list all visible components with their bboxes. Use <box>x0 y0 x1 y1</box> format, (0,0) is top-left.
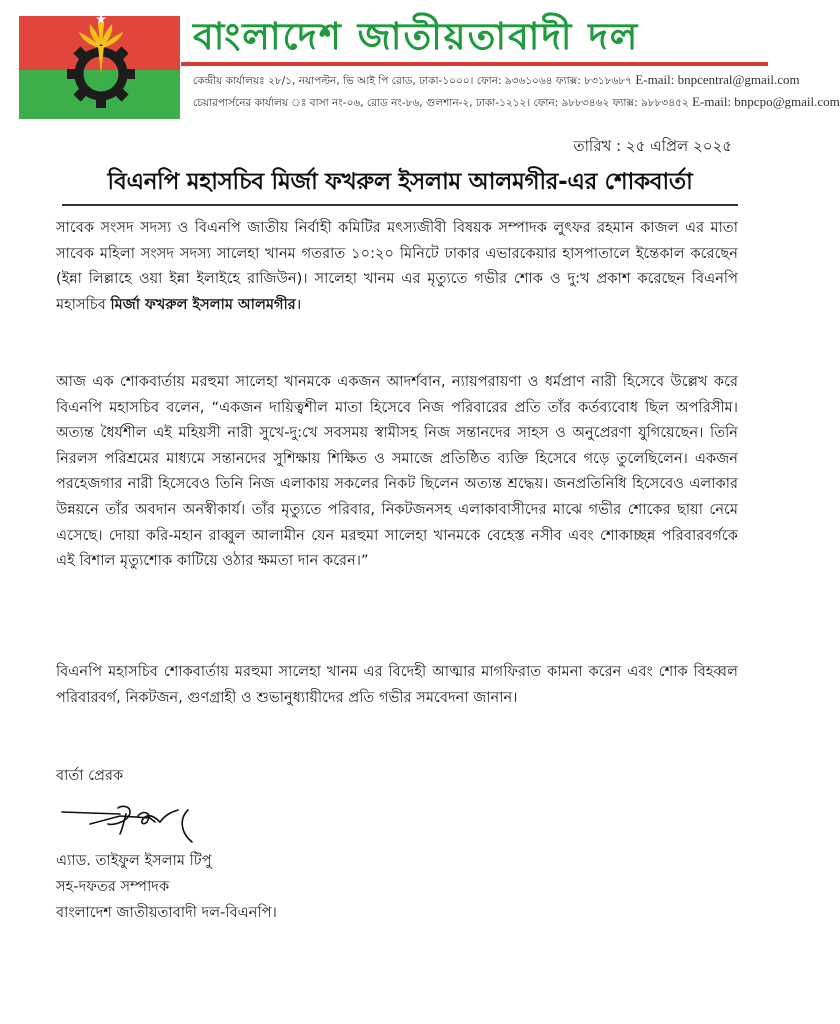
paragraph-1-bold-name: মির্জা ফখরুল ইসলাম আলমগীর <box>110 295 296 313</box>
chairperson-email: E-mail: bnpcpo@gmail.com <box>692 94 840 109</box>
sender-name: এ্যাড. তাইফুল ইসলাম টিপু <box>56 852 212 869</box>
paragraph-1-end: । <box>295 295 302 313</box>
wheat-gear-emblem-icon <box>19 16 180 119</box>
signature-icon <box>60 800 220 850</box>
document-title: বিএনপি মহাসচিব মির্জা ফখরুল ইসলাম আলমগীর-এর শোকবার্তা <box>62 163 738 206</box>
party-name-heading: বাংলাদেশ জাতীয়তাবাদী দল <box>193 15 640 58</box>
paragraph-1-text: সাবেক সংসদ সদস্য ও বিএনপি জাতীয় নির্বাহী কমিটির মৎস্যজীবী বিষয়ক সম্পাদক লুৎফর রহমান কাজল এর মাতা সাবেক মহিলা সংসদ সদস্য সালেহা খানম গতরাত ১০:২০ মিনিটে ঢাকার এভারকেয়ার হাসপাতালে ইন্তেকাল করেছেন (ইন্না লিল্লাহে ওয়া ইন্না ইলাইহে রাজিউন)। সালেহা খানম এর মৃত্যুতে গভীর শোক ও দু:খ প্রকাশ করেছেন বিএনপি মহাসচিব <box>56 219 738 313</box>
sender-label: বার্তা প্রেরক <box>56 767 124 784</box>
central-email: E-mail: bnpcentral@gmail.com <box>635 72 800 87</box>
sender-organization: বাংলাদেশ জাতীয়তাবাদী দল-বিএনপি। <box>56 904 277 921</box>
sender-designation: সহ-দফতর সম্পাদক <box>56 878 170 895</box>
paragraph-2: আজ এক শোকবার্তায় মরহুমা সালেহা খানমকে একজন আদর্শবান, ন্যায়পরায়ণা ও ধর্মপ্রাণ নারী হিসেবে উল্লেখ করে বিএনপি মহাসচিব বলেন, “একজন দায়িত্বশীল মাতা হিসেবে নিজ পরিবারের প্রতি তাঁর কর্তব্যবোধ ছিল অপরিসীম। অত্যন্ত ধৈর্যশীল এই মহিয়সী নারী সুখে-দু:খে সবসময় স্বামীসহ নিজ সন্তানদের সাহস ও অনুপ্রেরণা যুগিয়েছেন। তিনি নিরলস পরিশ্রমের মাধ্যমে সন্তানদের সুশিক্ষায় শিক্ষিত ও সমাজে প্রতিষ্ঠিত ব্যক্তি হিসেবে গড়ে তুলেছিলেন। একজন পরহেজগার নারী হিসেবেও তিনি নিজ এলাকায় সকলের নিকট ছিলেন অত্যন্ত শ্রদ্ধেয়। জনপ্রতিনিধি হিসেবেও এলাকার উন্নয়নে তাঁর অবদান অনস্বীকার্য। তাঁর মৃত্যুতে পরিবার, নিকটজনসহ এলাকাবাসীদের মাঝে গভীর শোকের ছায়া নেমে এসেছে। দোয়া করি-মহান রাব্বুল আলামীন যেন মরহুমা সালেহা খানমকে বেহেস্ত নসীব এবং শোকাচ্ছন্ন পরিবারবর্গকে এই বিশাল মৃত্যুশোক কাটিয়ে ওঠার ক্ষমতা দান করেন।” <box>56 373 738 570</box>
letter-date: তারিখ : ২৫ এপ্রিল ২০২৫ <box>573 137 732 155</box>
chairperson-office-text: চেয়ারপার্সনের কার্যালয় ঃ বাসা নং-০৬, রোড নং-৮৬, গুলশান-২, ঢাকা-১২১২। ফোন: ৯৮৮৩৪৬২ ফ্যাক্স: ৯৮৮৩৪৫২ <box>193 97 689 109</box>
chairperson-office-address <box>193 94 840 113</box>
sender-signature-block <box>56 848 277 926</box>
central-office-text: কেন্দ্রীয় কার্যালয়ঃ ২৮/১, নয়াপল্টন, ভি আই পি রোড, ঢাকা-১০০০। ফোন: ৯৩৬১০৬৪ ফ্যাক্স: ৮৩১৮৬৮৭ <box>193 75 633 87</box>
paragraph-1 <box>56 215 738 317</box>
central-office-address <box>193 72 800 91</box>
paragraph-3: বিএনপি মহাসচিব শোকবার্তায় মরহুমা সালেহা খানম এর বিদেহী আত্মার মাগফিরাত কামনা করেন এবং শোক বিহব্বল পরিবারবর্গ, নিকটজন, গুণগ্রাহী ও শুভানুধ্যায়ীদের প্রতি গভীর সমবেদনা জানান। <box>56 663 738 706</box>
letterhead-divider <box>181 62 768 66</box>
bnp-flag-logo <box>19 16 180 119</box>
